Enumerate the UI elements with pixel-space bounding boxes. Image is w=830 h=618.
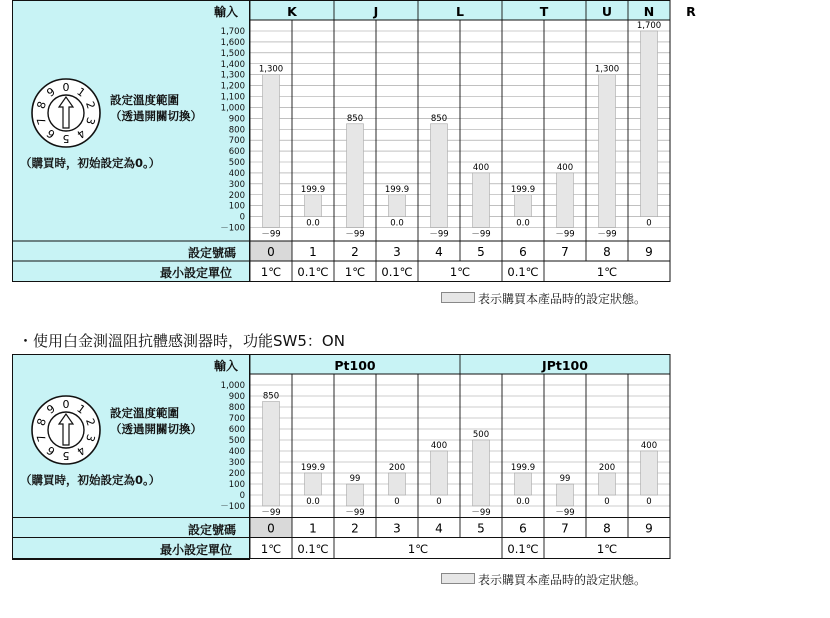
legend-text: 表示購買本產品時的設定狀態。 [478, 292, 647, 306]
unit-label: 0.1℃ [381, 265, 413, 279]
range-bar [599, 75, 616, 228]
column-group-label: T [539, 4, 549, 19]
bar-high-label: 99 [349, 474, 361, 485]
unit-label: 1℃ [596, 265, 618, 279]
y-tick-label: 200 [228, 469, 245, 479]
range-bar [515, 195, 532, 217]
range-bar [263, 402, 280, 506]
y-tick-label: 1,000 [220, 381, 245, 391]
chart2 [0, 350, 830, 565]
y-tick-label: 0 [239, 212, 245, 223]
setting-number: 6 [519, 245, 527, 259]
y-tick-label: 800 [228, 125, 245, 136]
y-tick-label: 100 [228, 201, 245, 212]
bar-low-label: －99 [555, 229, 575, 240]
bar-high-label: 199.9 [300, 184, 326, 195]
chart1 [0, 0, 830, 290]
setting-number: 5 [477, 521, 485, 536]
chart2-purchase-note: （購買時，初始設定為0。） [20, 473, 161, 487]
y-tick-label: 1,000 [220, 103, 245, 114]
y-tick-label: 400 [228, 447, 245, 457]
setting-number: 0 [267, 245, 275, 259]
bar-high-label: 200 [388, 463, 406, 473]
range-bar [641, 31, 658, 217]
chart1-input-label: 輸入 [214, 5, 239, 19]
setting-number: 2 [351, 521, 359, 536]
y-tick-label: 200 [228, 190, 245, 201]
unit-label: 0.1℃ [297, 542, 329, 556]
section2-heading: ・使用白金測溫阻抗體感測器時，功能SW5：ON [18, 332, 345, 350]
dial-digit: 6 [44, 126, 58, 141]
dial-digit: 6 [44, 443, 58, 458]
unit-label: 0.1℃ [507, 542, 539, 556]
dial-digit: 3 [82, 115, 98, 127]
column-group-label: Pt100 [334, 358, 376, 373]
unit-label: 1℃ [260, 542, 282, 556]
column-group-label: J [373, 4, 379, 19]
legend-text: 表示購買本產品時的設定狀態。 [478, 573, 647, 587]
chart1-purchase-note: （購買時，初始設定為0。） [20, 156, 161, 170]
setting-number: 4 [435, 245, 443, 259]
y-tick-label: 500 [228, 436, 245, 446]
bar-low-label: －99 [261, 229, 281, 240]
bar-high-label: 199.9 [300, 463, 326, 474]
chart1-unit-label: 最小設定單位 [160, 266, 233, 280]
bar-high-label: 850 [430, 113, 448, 124]
y-tick-label: 900 [228, 114, 245, 125]
range-bar [473, 173, 490, 227]
range-bar [263, 75, 280, 228]
bar-low-label: －99 [429, 229, 449, 240]
bar-low-label: 0.0 [390, 218, 404, 229]
bar-high-label: 99 [559, 474, 571, 485]
dial-digit: 8 [34, 99, 50, 111]
dial-digit: 2 [82, 416, 98, 428]
dial-digit: 5 [62, 132, 70, 145]
unit-label: 1℃ [596, 542, 618, 556]
range-bar [557, 173, 574, 227]
range-bar [389, 473, 406, 495]
chart2-setting-label: 設定號碼 [188, 523, 237, 537]
bar-high-label: 400 [430, 441, 448, 451]
setting-number: 3 [393, 245, 401, 259]
y-tick-label: 1,600 [220, 37, 245, 48]
dial-digit: 0 [62, 81, 70, 94]
range-bar [473, 440, 490, 506]
bar-low-label: 0 [604, 497, 610, 507]
bar-high-label: 1,300 [594, 64, 620, 75]
y-tick-label: 700 [228, 136, 245, 147]
bar-high-label: 200 [598, 463, 616, 473]
setting-number: 9 [645, 521, 653, 536]
setting-number: 7 [561, 521, 569, 536]
column-group-label: N [643, 4, 655, 19]
setting-number: 1 [309, 521, 317, 536]
y-tick-label: 100 [228, 480, 245, 490]
dial-digit: 1 [74, 85, 88, 100]
bar-high-label: 500 [472, 430, 490, 440]
setting-number: 8 [603, 521, 611, 536]
dial-digit: 7 [34, 432, 50, 444]
bar-low-label: 0.0 [516, 497, 530, 507]
y-tick-label: 800 [228, 403, 245, 413]
range-bar [599, 473, 616, 495]
dial-digit: 1 [74, 402, 88, 417]
y-tick-label: 500 [228, 158, 245, 168]
y-tick-label: 600 [228, 147, 245, 158]
bar-high-label: 400 [640, 441, 658, 451]
bar-low-label: －99 [345, 229, 365, 240]
y-tick-label: 1,200 [220, 81, 245, 92]
range-bar [347, 124, 364, 228]
dial-range-line2: （透過開關切換） [110, 109, 202, 123]
dial-digit: 5 [62, 449, 70, 462]
bar-low-label: －99 [471, 507, 491, 518]
dial-range-line2: （透過開關切換） [110, 422, 202, 436]
range-bar [515, 473, 532, 495]
bar-low-label: －99 [345, 507, 365, 518]
bar-low-label: －99 [261, 507, 281, 518]
bar-high-label: 850 [262, 391, 280, 402]
unit-label: 0.1℃ [297, 265, 329, 279]
bar-low-label: 0 [646, 497, 652, 507]
legend-swatch [441, 292, 475, 303]
bar-high-label: 400 [472, 162, 490, 173]
dial-digit: 3 [82, 432, 98, 444]
bar-low-label: －99 [471, 229, 491, 240]
unit-label: 1℃ [407, 542, 429, 556]
y-tick-label: 700 [228, 414, 245, 424]
dial-digit: 4 [74, 443, 88, 458]
bar-low-label: 0 [646, 218, 652, 229]
y-tick-label: 300 [228, 458, 245, 468]
y-tick-label: 0 [239, 491, 245, 501]
setting-number: 6 [519, 521, 527, 536]
column-group-label: L [456, 4, 464, 19]
range-bar [347, 484, 364, 506]
bar-high-label: 199.9 [384, 184, 410, 195]
range-bar [389, 195, 406, 217]
setting-number: 1 [309, 245, 317, 259]
setting-number: 3 [393, 521, 401, 536]
setting-number: 2 [351, 245, 359, 259]
unit-label: 1℃ [344, 265, 366, 279]
bar-high-label: 850 [346, 113, 364, 124]
setting-number: 8 [603, 245, 611, 259]
dial-digit: 9 [44, 402, 58, 417]
bar-low-label: 0.0 [306, 497, 320, 507]
y-tick-label: 1,700 [220, 27, 245, 37]
unit-label: 1℃ [260, 265, 282, 279]
column-group-label: JPt100 [542, 358, 588, 373]
dial-digit: 2 [82, 99, 98, 111]
range-bar [557, 484, 574, 506]
y-tick-label: 1,500 [220, 48, 245, 59]
y-tick-label: －100 [220, 223, 245, 234]
unit-label: 0.1℃ [507, 265, 539, 279]
y-tick-label: －100 [220, 502, 245, 512]
range-bar [431, 124, 448, 228]
y-tick-label: 1,400 [220, 59, 245, 70]
dial-digit: 7 [34, 115, 50, 127]
column-group-label: R [686, 4, 696, 19]
bar-low-label: 0 [394, 497, 400, 507]
dial-digit: 8 [34, 416, 50, 428]
range-bar [305, 473, 322, 495]
bar-high-label: 199.9 [510, 463, 536, 474]
legend-swatch [441, 573, 475, 584]
chart2-input-label: 輸入 [214, 359, 239, 373]
y-tick-label: 1,100 [220, 92, 245, 103]
y-tick-label: 900 [228, 392, 245, 402]
range-bar [305, 195, 322, 217]
setting-number: 5 [477, 245, 485, 259]
bar-high-label: 1,700 [636, 21, 662, 31]
column-group-label: U [601, 4, 613, 19]
dial-digit: 4 [74, 126, 88, 141]
setting-number: 9 [645, 245, 653, 259]
range-bar [431, 451, 448, 495]
setting-number: 4 [435, 521, 443, 536]
column-group-label: K [287, 4, 297, 19]
bar-low-label: 0 [436, 497, 442, 507]
bar-low-label: －99 [597, 229, 617, 240]
setting-number: 0 [267, 521, 275, 536]
chart2-unit-label: 最小設定單位 [160, 543, 233, 557]
bar-low-label: －99 [555, 507, 575, 518]
y-tick-label: 1,300 [220, 70, 245, 81]
chart1-setting-label: 設定號碼 [188, 246, 237, 260]
bar-high-label: 199.9 [510, 184, 536, 195]
dial-range-line1: 設定溫度範圍 [110, 93, 179, 107]
unit-label: 1℃ [449, 265, 471, 279]
bar-high-label: 1,300 [258, 64, 284, 75]
dial-range-line1: 設定溫度範圍 [110, 406, 179, 420]
range-bar [641, 451, 658, 495]
y-tick-label: 300 [228, 179, 245, 190]
bar-low-label: 0.0 [516, 218, 530, 229]
dial-digit: 9 [44, 85, 58, 100]
y-tick-label: 600 [228, 425, 245, 435]
y-tick-label: 400 [228, 168, 245, 179]
bar-low-label: 0.0 [306, 218, 320, 229]
dial-digit: 0 [62, 398, 70, 411]
bar-high-label: 400 [556, 162, 574, 173]
setting-number: 7 [561, 245, 569, 259]
